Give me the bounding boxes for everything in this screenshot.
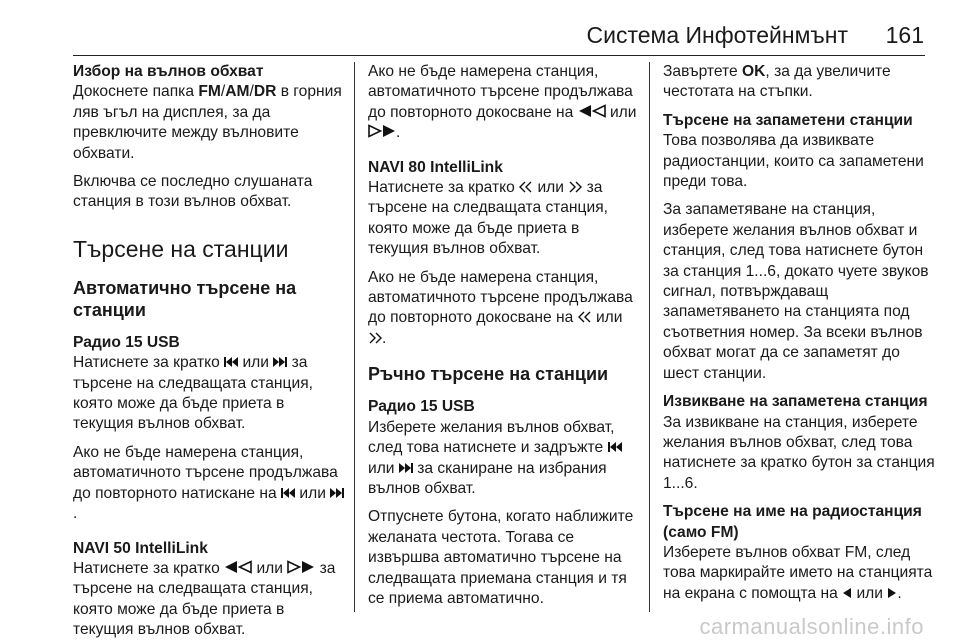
double-chevron-left-icon (519, 181, 533, 193)
band-select-text: Докоснете папка FM/AM/DR в горния ляв ъгъл на дисплея, за да превключите между вълновите обхвати. (73, 83, 342, 162)
manual-search-title: Ръчно търсене на станции (368, 364, 609, 385)
recall-station-text: За извикване на станция, изберете желания вълнов обхват, след това натиснете за кратко бутон за станция 1...6. (663, 413, 935, 492)
station-name-search-heading: Търсене на име на радиостанция (само FM) (663, 503, 922, 541)
skip-back-icon (224, 356, 238, 368)
skip-back-icon (608, 441, 622, 453)
triangle-right-icon (887, 587, 897, 599)
stored-stations-heading: Търсене на запаметени станции (663, 111, 913, 129)
column-left (73, 62, 345, 639)
radio15-auto-text-2: Ако не бъде намерена станция, автоматичното търсене продължава до повторното натискане на или . (73, 443, 345, 525)
page-number: 161 (885, 22, 924, 48)
skip-forward-icon (399, 462, 413, 474)
column-middle (368, 62, 640, 612)
auto-search-title: Автоматично търсене на станции (73, 277, 297, 320)
double-chevron-right-icon (568, 181, 582, 193)
double-triangle-right-icon (287, 560, 315, 574)
triangle-left-icon (842, 587, 852, 599)
watermark: carmanualsonline.info (699, 614, 924, 639)
navi50-heading: NAVI 50 IntelliLink (73, 539, 208, 557)
column-right (663, 62, 938, 612)
double-triangle-right-icon (368, 124, 396, 138)
skip-forward-icon (330, 487, 344, 499)
station-name-search-text: Изберете вълнов обхват FM, след това маркирайте името на станцията на екрана с помощта на или . (663, 543, 933, 602)
page-title: Система Инфотейнмънт (586, 22, 848, 48)
navi80-auto-text-2: Ако не бъде намерена станция, автоматичното търсене продължава до повторното докосване на или . (368, 268, 633, 347)
radio15-manual-text: Изберете желания вълнов обхват, след това натиснете и задръжте или за сканиране на избрания вълнов обхват. (368, 418, 640, 500)
skip-back-icon (281, 487, 295, 499)
navi80-heading: NAVI 80 IntelliLink (368, 158, 503, 176)
navi80-auto-text: Натиснете за кратко или за търсене на следващата станция, която може да бъде приета в текущия вълнов обхват. (368, 179, 608, 258)
double-chevron-right-icon (368, 332, 382, 344)
section-title: Търсене на станции (73, 235, 289, 262)
double-chevron-left-icon (578, 311, 592, 323)
store-station-text: За запаметяване на станция, изберете желания вълнов обхват и станция, след това натиснете бутон за станция 1...6, докато чуете звуков сигнал, потвърждаващ запаметяването на станцията под съответния номер. За всеки вълнов обхват могат да се запаметят до шест станции. (663, 201, 929, 382)
column-divider (649, 62, 650, 612)
stored-stations-text: Това позволява да извиквате радиостанции, които са запаметени преди това. (663, 132, 924, 191)
recall-station-heading: Извикване на запаметена станция (663, 393, 928, 411)
radio15-heading: Радио 15 USB (73, 333, 180, 351)
skip-forward-icon (273, 356, 287, 368)
navi50-auto-text: Натиснете за кратко или за търсене на следващата станция, която може да бъде приета в текущия вълнов обхват. (73, 559, 336, 639)
radio15-auto-text: Натиснете за кратко или за търсене на следващата станция, която може да бъде приета в текущия вълнов обхват. (73, 354, 313, 433)
radio15-manual-text-2: Отпуснете бутона, когато наближите желаната честота. Тогава се извършва автоматично търсене на следващата приемана станция и тя се приема автоматично. (368, 508, 634, 607)
double-triangle-left-icon (578, 104, 606, 118)
double-triangle-left-icon (224, 560, 252, 574)
band-select-heading: Избор на вълнов обхват (73, 63, 264, 80)
ok-knob-text: Завъртете OK, за да увеличите честотата на стъпки. (663, 63, 891, 101)
navi50-auto-text-2: Ако не бъде намерена станция, автоматичното търсене продължава до повторното докосване на или . (368, 63, 637, 142)
header-divider (73, 55, 925, 56)
column-divider (354, 62, 355, 612)
page-header (0, 22, 960, 62)
radio15-manual-heading: Радио 15 USB (368, 398, 475, 416)
band-select-text-2: Включва се последно слушаната станция в този вълнов обхват. (73, 173, 313, 211)
